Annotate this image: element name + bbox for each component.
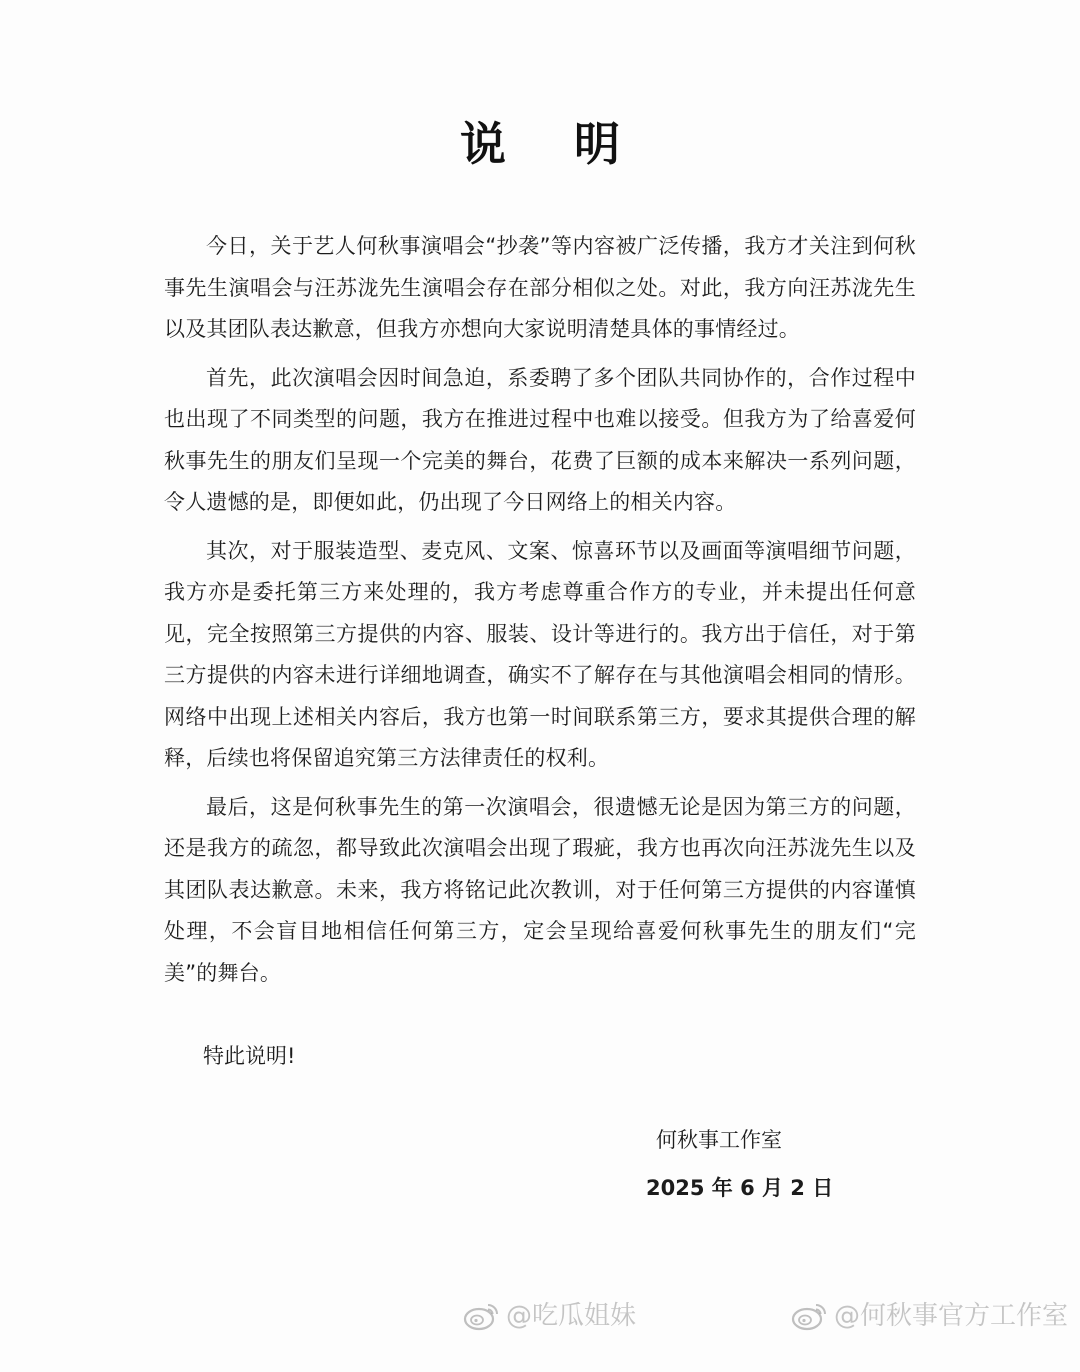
watermark-left-text: @吃瓜姐妹 [506,1301,637,1331]
paragraph-1: 今日，关于艺人何秋事演唱会“抄袭”等内容被广泛传播，我方才关注到何秋事先生演唱会与汪苏泷先生演唱会存在部分相似之处。对此，我方向汪苏泷先生以及其团队表达歉意，但我方亦想向大家说明清楚具体的事情经过。 [164,234,916,341]
watermark-right-text: @何秋事官方工作室 [834,1301,1069,1331]
document-title: 说 明 [459,117,646,171]
signature: 何秋事工作室 [656,1128,782,1152]
closing-statement: 特此说明! [203,1044,296,1068]
watermark-left [462,1296,636,1336]
paragraph-4: 最后，这是何秋事先生的第一次演唱会，很遗憾无论是因为第三方的问题，还是我方的疏忽，都导致此次演唱会出现了瑕疵，我方也再次向汪苏泷先生以及其团队表达歉意。未来，我方将铭记此次教训，对于任何第三方提供的内容谨慎处理，不会盲目地相信任何第三方，定会呈现给喜爱何秋事先生的朋友们“完美”的舞台。 [164,794,916,985]
paragraph-3: 其次，对于服装造型、麦克风、文案、惊喜环节以及画面等演唱细节问题，我方亦是委托第三方来处理的，我方考虑尊重合作方的专业，并未提出任何意见，完全按照第三方提供的内容、服装、设计等进行的。我方出于信任，对于第三方提供的内容未进行详细地调查，确实不了解存在与其他演唱会相同的情形。网络中出现上述相关内容后，我方也第一时间联系第三方，要求其提供合理的解释，后续也将保留追究第三方法律责任的权利。 [164,538,916,770]
watermark-right [790,1296,1068,1336]
weibo-icon [462,1301,500,1331]
weibo-icon [790,1301,828,1331]
document-body [164,226,916,1001]
document-date: 2025 年 6 月 2 日 [646,1176,834,1200]
paragraph-2: 首先，此次演唱会因时间急迫，系委聘了多个团队共同协作的，合作过程中也出现了不同类型的问题，我方在推进过程中也难以接受。但我方为了给喜爱何秋事先生的朋友们呈现一个完美的舞台，花费了巨额的成本来解决一系列问题，令人遗憾的是，即便如此，仍出现了今日网络上的相关内容。 [164,365,916,514]
